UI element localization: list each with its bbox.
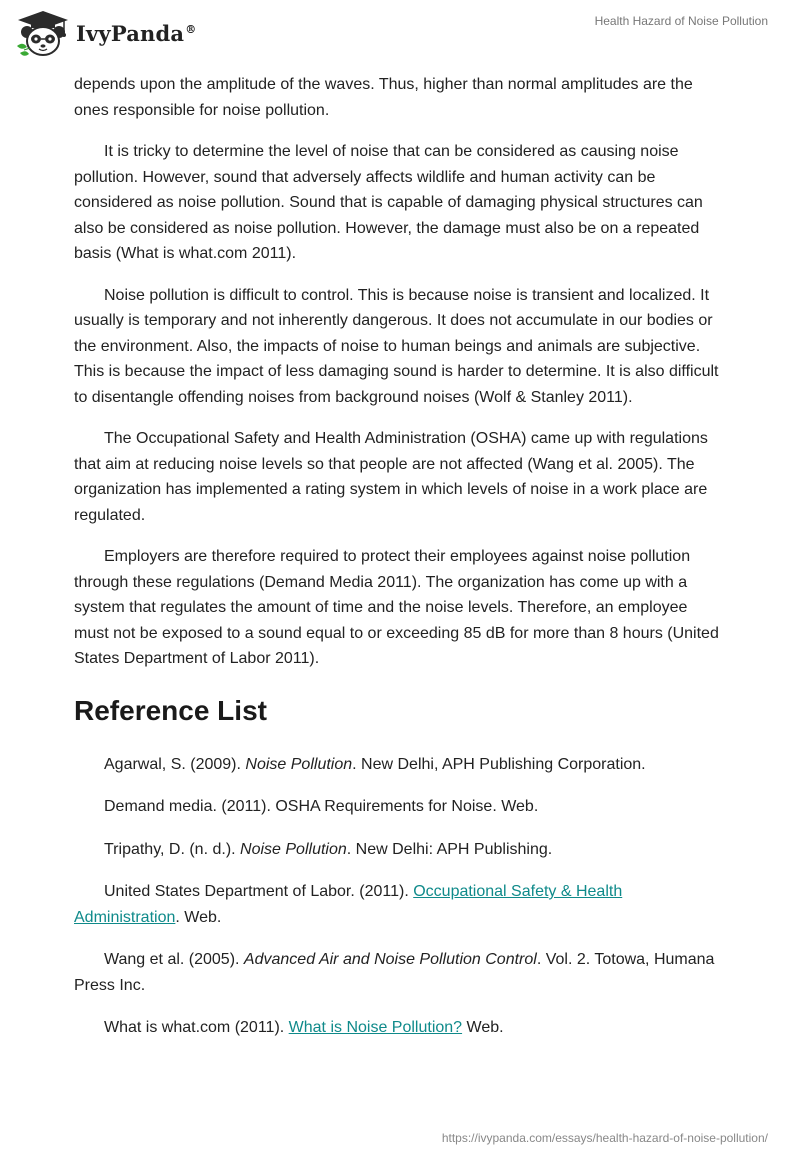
paragraph: It is tricky to determine the level of noise that can be considered as causing noise pollution. However, sound that adversely affects wildlife and human activity can be considered as noise pollution. Sound that is capable of damaging physical structures can also be considered as noise pollution. However, the damage must also be on a repeated basis (What is what.com 2011). xyxy=(74,143,703,262)
paragraph: Employers are therefore required to protect their employees against noise pollution through these regulations (Demand Media 2011). The organization has come up with a system that regulates the amount of time and the noise levels. Therefore, an employee must not be exposed to a sound equal to or exceeding 85 dB for more than 8 hours (United States Department of Labor 2011). xyxy=(74,548,719,667)
document-title: Health Hazard of Noise Pollution xyxy=(594,14,768,28)
paragraph: The Occupational Safety and Health Administration (OSHA) came up with regulations that aim at reducing noise levels so that people are not affected (Wang et al. 2005). The organization has implemented a rating system in which levels of noise in a work place are regulated. xyxy=(74,430,708,524)
reference-item: What is what.com (2011). What is Noise Pollution? Web. xyxy=(104,1019,504,1036)
panda-mascot-icon xyxy=(14,8,72,60)
reference-item: Wang et al. (2005). Advanced Air and Noise Pollution Control. Vol. 2. Totowa, Humana Press Inc. xyxy=(74,951,715,994)
what-is-noise-pollution-link[interactable]: What is Noise Pollution? xyxy=(288,1019,463,1036)
osha-reference-link[interactable]: Occupational Safety & Health Administration xyxy=(74,883,623,926)
paragraph: depends upon the amplitude of the waves. Thus, higher than normal amplitudes are the ones responsible for noise pollution. xyxy=(74,76,693,119)
reference-item: Demand media. (2011). OSHA Requirements for Noise. Web. xyxy=(104,798,539,815)
source-url[interactable]: https://ivypanda.com/essays/health-hazard-of-noise-pollution/ xyxy=(441,1131,768,1145)
reference-item: United States Department of Labor. (2011). Occupational Safety & Health Administration. Web. xyxy=(74,883,623,926)
paragraph: Noise pollution is difficult to control. This is because noise is transient and localized. It usually is temporary and not inherently dangerous. It does not accumulate in our bodies or the environment. Also, the impacts of noise to human beings and animals are subjective. This is because the impact of less damaging sound is harder to determine. It is also difficult to disentangle offending noises from background noises (Wolf & Stanley 2011). xyxy=(74,286,719,406)
brand-name: IvyPanda® xyxy=(76,21,197,46)
reference-list-heading: Reference List xyxy=(74,694,267,726)
page-header xyxy=(0,0,800,70)
ivypanda-logo[interactable] xyxy=(14,8,204,60)
reference-item: Tripathy, D. (n. d.). Noise Pollution. New Delhi: APH Publishing. xyxy=(104,840,553,858)
essay-content xyxy=(74,72,726,1058)
reference-item: Agarwal, S. (2009). Noise Pollution. New Delhi, APH Publishing Corporation. xyxy=(104,755,646,773)
